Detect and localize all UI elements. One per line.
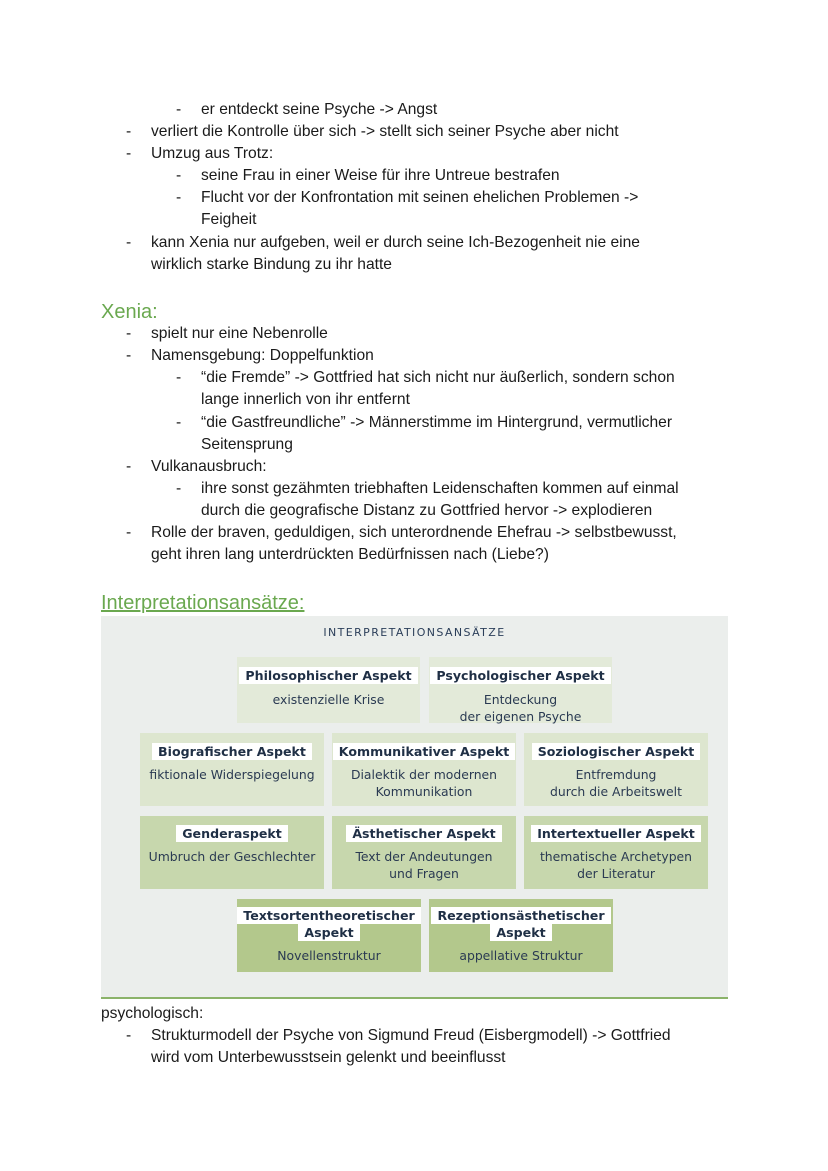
interpretation-heading: Interpretationsansätze:: [101, 592, 305, 614]
box-label: Rezeptionsästhetischer: [431, 907, 610, 924]
text-line: Vulkanausbruch:: [151, 458, 267, 475]
text-line: lange innerlich von ihr entfernt: [201, 391, 410, 408]
box-label: Philosophischer Aspekt: [239, 667, 417, 684]
box-aesthetic: [332, 816, 516, 889]
box-label: Genderaspekt: [176, 825, 288, 842]
text-line: Rolle der braven, geduldigen, sich unterordnende Ehefrau -> selbstbewusst,: [151, 524, 677, 541]
box-label: Intertextueller Aspekt: [531, 825, 701, 842]
box-label: Kommunikativer Aspekt: [333, 743, 515, 760]
box-desc: der Literatur: [577, 866, 655, 881]
box-desc: existenzielle Krise: [272, 692, 385, 707]
box-desc: thematische Archetypen: [539, 849, 693, 864]
diagram-divider: [101, 997, 728, 999]
box-sociological: [524, 733, 708, 806]
diagram-title: INTERPRETATIONSANSÄTZE: [323, 626, 506, 639]
box-label: Textsortentheoretischer: [237, 907, 420, 924]
bullet-dash: -: [176, 167, 182, 184]
text-line: durch die geografische Distanz zu Gottfried hervor -> explodieren: [201, 502, 653, 519]
bullet-dash: -: [126, 325, 132, 342]
text-line: verliert die Kontrolle über sich -> stellt sich seiner Psyche aber nicht: [151, 123, 619, 140]
box-desc: Text der Andeutungen: [355, 849, 493, 864]
text-line: wird vom Unterbewusstsein gelenkt und beeinflusst: [151, 1049, 506, 1066]
box-communicative: [332, 733, 516, 806]
box-desc: durch die Arbeitswelt: [550, 784, 682, 799]
box-desc: Kommunikation: [375, 784, 473, 799]
box-label: Aspekt: [298, 924, 359, 941]
box-label: Biografischer Aspekt: [152, 743, 312, 760]
text-line: Feigheit: [201, 211, 257, 228]
text-line: geht ihren lang unterdrückten Bedürfnissen nach (Liebe?): [151, 546, 549, 563]
bullet-dash: -: [126, 524, 132, 541]
box-desc: appellative Struktur: [459, 948, 583, 963]
text-line: “die Gastfreundliche” -> Männerstimme im Hintergrund, vermutlicher: [201, 414, 673, 431]
box-label: Soziologischer Aspekt: [532, 743, 701, 760]
box-intertextual: [524, 816, 708, 889]
box-label: Ästhetischer Aspekt: [346, 825, 501, 842]
text-line: Umzug aus Trotz:: [151, 145, 274, 162]
bullet-dash: -: [126, 1027, 132, 1044]
bullet-dash: -: [126, 458, 132, 475]
box-desc: Entdeckung: [483, 692, 558, 707]
box-label: Aspekt: [490, 924, 551, 941]
text-line: seine Frau in einer Weise für ihre Untreue bestrafen: [201, 167, 560, 184]
box-label: Psychologischer Aspekt: [430, 667, 610, 684]
interpretation-diagram: [101, 616, 728, 997]
bullet-dash: -: [176, 414, 182, 431]
box-gender: [140, 816, 324, 889]
text-line: Seitensprung: [201, 436, 293, 453]
box-text-type: [237, 899, 421, 972]
box-desc: Novellenstruktur: [277, 948, 381, 963]
box-desc: Dialektik der modernen: [350, 767, 498, 782]
text-line: spielt nur eine Nebenrolle: [151, 325, 328, 342]
psych-heading: psychologisch:: [101, 1005, 204, 1022]
box-philosophical: [237, 657, 420, 723]
box-reception: [429, 899, 613, 972]
box-desc: Entfremdung: [575, 767, 657, 782]
text-line: wirklich starke Bindung zu ihr hatte: [151, 256, 392, 273]
bullet-dash: -: [176, 189, 182, 206]
text-line: Namensgebung: Doppelfunktion: [151, 347, 374, 364]
text-line: Flucht vor der Konfrontation mit seinen ehelichen Problemen ->: [201, 189, 639, 206]
box-desc: und Fragen: [389, 866, 459, 881]
text-line: er entdeckt seine Psyche -> Angst: [201, 101, 438, 118]
box-biographical: [140, 733, 324, 806]
bullet-dash: -: [126, 234, 132, 251]
bullet-dash: -: [176, 480, 182, 497]
text-line: kann Xenia nur aufgeben, weil er durch seine Ich-Bezogenheit nie eine: [151, 234, 640, 251]
box-desc: der eigenen Psyche: [459, 709, 582, 724]
text-line: “die Fremde” -> Gottfried hat sich nicht nur äußerlich, sondern schon: [201, 369, 675, 386]
text-line: ihre sonst gezähmten triebhaften Leidenschaften kommen auf einmal: [201, 480, 679, 497]
bullet-dash: -: [176, 101, 182, 118]
bullet-dash: -: [126, 347, 132, 364]
box-psychological: [429, 657, 612, 723]
xenia-heading: Xenia:: [101, 301, 158, 323]
text-line: Strukturmodell der Psyche von Sigmund Freud (Eisbergmodell) -> Gottfried: [151, 1027, 671, 1044]
bullet-dash: -: [126, 145, 132, 162]
bullet-dash: -: [176, 369, 182, 386]
box-desc: fiktionale Widerspiegelung: [149, 767, 315, 782]
bullet-dash: -: [126, 123, 132, 140]
box-desc: Umbruch der Geschlechter: [148, 849, 316, 864]
